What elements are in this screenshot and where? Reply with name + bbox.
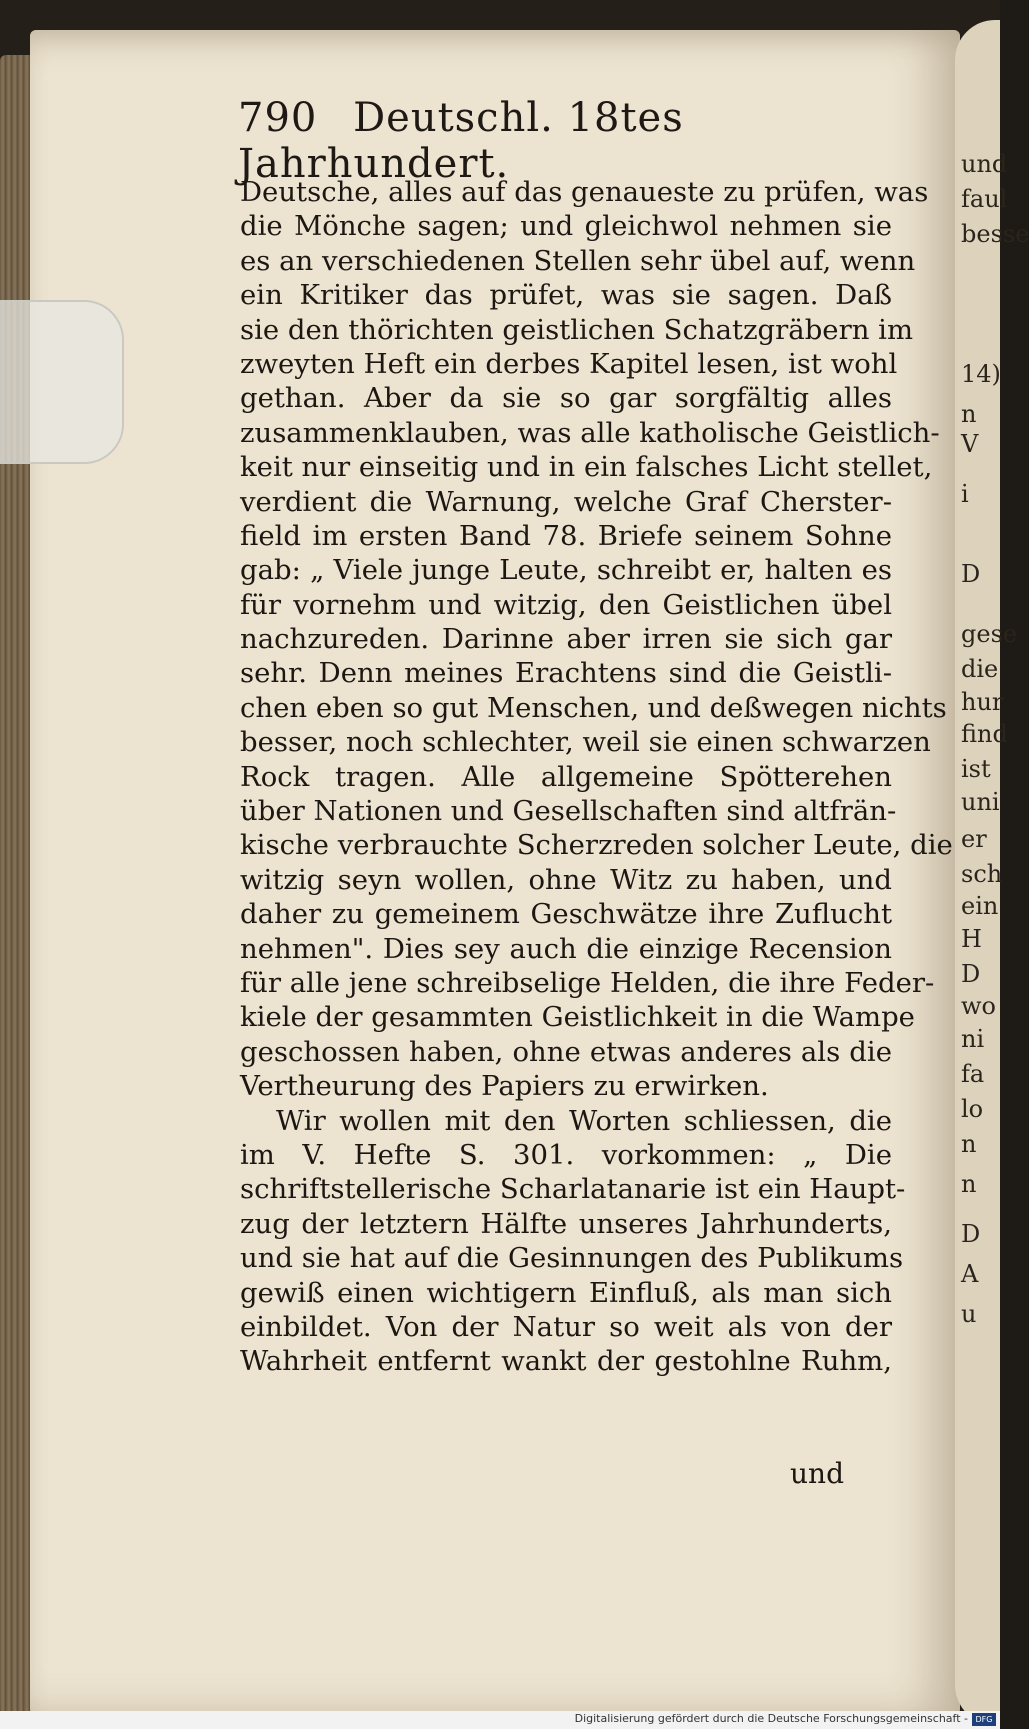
faint-stamp-mark (260, 1455, 380, 1479)
facing-page-text: er (961, 825, 987, 853)
facing-page-text: V (961, 430, 979, 458)
text-line: einbildet. Von der Natur so weit als von der (240, 1310, 892, 1343)
facing-page-text: uni (961, 788, 1000, 816)
text-line: gab: „ Viele junge Leute, schreibt er, halten es (240, 554, 892, 587)
facing-page-text: ein (961, 892, 999, 920)
text-line: verdient die Warnung, welche Graf Cherster- (240, 485, 892, 518)
text-line: gewiß einen wichtigern Einfluß, als man sich (240, 1276, 892, 1309)
text-line: besser, noch schlechter, weil sie einen schwarzen (240, 726, 931, 759)
facing-page-text: n (961, 400, 977, 428)
running-title: Deutschl. 18tes Jahrhundert. (238, 95, 684, 187)
page-number: 790 (238, 95, 318, 141)
facing-page-text: fa (961, 1060, 985, 1088)
text-line: nehmen". Dies sey auch die einzige Recension (240, 932, 892, 965)
facing-page-text: H (961, 925, 982, 953)
text-line: über Nationen und Gesellschaften sind altfrän- (240, 795, 897, 828)
text-line: Wir wollen mit den Worten schliessen, die (276, 1104, 892, 1137)
facing-page-text: sch (961, 860, 1003, 888)
digitization-footer (0, 1711, 1000, 1729)
facing-page-text: 14) (961, 360, 1001, 388)
text-line: Wahrheit entfernt wankt der gestohlne Ruhm, (240, 1345, 892, 1378)
text-line: zug der letztern Hälfte unseres Jahrhunderts, (240, 1207, 892, 1240)
text-line: kische verbrauchte Scherzreden solcher Leute, die (240, 829, 953, 862)
bookmark-clip (0, 300, 124, 464)
facing-page-text: u (961, 1300, 977, 1328)
facing-page-text: die (961, 655, 999, 683)
text-line: geschossen haben, ohne etwas anderes als die (240, 1035, 892, 1068)
text-line: für alle jene schreibselige Helden, die ihre Feder- (240, 966, 935, 999)
facing-page-text: ni (961, 1025, 985, 1053)
facing-page-text: besse (961, 220, 1029, 248)
text-line: daher zu gemeinem Geschwätze ihre Zuflucht (240, 898, 892, 931)
facing-page-text: hur (961, 688, 1004, 716)
text-line: nachzureden. Darinne aber irren sie sich gar (240, 623, 892, 656)
text-line: Vertheurung des Papiers zu erwirken. (240, 1070, 769, 1103)
facing-page-text: n (961, 1130, 977, 1158)
text-line: witzig seyn wollen, ohne Witz zu haben, und (240, 863, 892, 896)
facing-page-text: i (961, 480, 969, 508)
text-line: für vornehm und witzig, den Geistlichen übel (240, 588, 892, 621)
text-line: chen eben so gut Menschen, und deßwegen nichts (240, 691, 947, 724)
text-line: zweyten Heft ein derbes Kapitel lesen, ist wohl (240, 347, 898, 380)
text-line: sehr. Denn meines Erachtens sind die Geistli- (240, 657, 892, 690)
catchword: und (790, 1457, 844, 1490)
facing-page-text: find (961, 720, 1008, 748)
text-line: schriftstellerische Scharlatanarie ist ein Haupt- (240, 1173, 906, 1206)
facing-page-text: lo (961, 1095, 984, 1123)
text-line: im V. Hefte S. 301. vorkommen: „ Die (240, 1138, 892, 1171)
facing-page-text: ist (961, 755, 991, 783)
text-line: zusammenklauben, was alle katholische Geistlich- (240, 416, 940, 449)
text-line: Deutsche, alles auf das genaueste zu prüfen, was (240, 176, 929, 208)
text-line: sie den thörichten geistlichen Schatzgräbern im (240, 313, 914, 346)
facing-page-text: n (961, 1170, 977, 1198)
facing-page-text: D (961, 960, 981, 988)
text-line: es an verschiedenen Stellen sehr übel auf, wenn (240, 244, 916, 277)
facing-page-text: D (961, 1220, 981, 1248)
facing-page-text: wo (961, 992, 996, 1020)
text-line: gethan. Aber da sie so gar sorgfältig alles (240, 382, 892, 415)
text-line: Rock tragen. Alle allgemeine Spötterehen (240, 760, 892, 793)
facing-page-fragment (955, 20, 1029, 1725)
text-line: ein Kritiker das prüfet, was sie sagen. Daß (240, 279, 892, 312)
body-text (240, 175, 953, 1379)
facing-page-text: gese (961, 620, 1018, 648)
page-header (238, 95, 818, 187)
text-line: field im ersten Band 78. Briefe seinem Sohne (240, 519, 892, 552)
facing-page-text: A (961, 1260, 979, 1288)
text-line: keit nur einseitig und in ein falsches Licht stellet, (240, 451, 933, 484)
facing-page-text: D (961, 560, 981, 588)
dfg-logo: DFG (972, 1713, 996, 1726)
text-line: kiele der gesammten Geistlichkeit in die Wampe (240, 1001, 915, 1034)
funding-credit: Digitalisierung gefördert durch die Deutsche Forschungsgemeinschaft - (574, 1712, 968, 1725)
text-line: und sie hat auf die Gesinnungen des Publikums (240, 1242, 904, 1275)
facing-page-text: und (961, 150, 1008, 178)
text-line: die Mönche sagen; und gleichwol nehmen sie (240, 210, 892, 243)
facing-page-text: faul (961, 185, 1008, 213)
